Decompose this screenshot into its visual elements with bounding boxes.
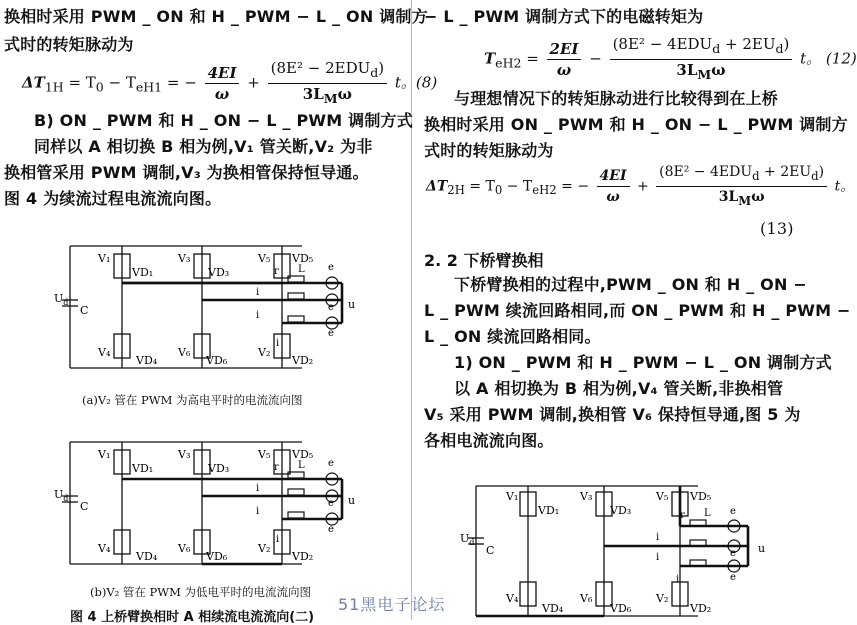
caption-b: (b)V₂ 管在 PWM 为低电平时的电流流向图 — [90, 585, 312, 599]
svg-text:i: i — [656, 552, 660, 563]
watermark-text: 51黑电子论坛 — [338, 595, 446, 614]
right-p2-line2: 换相时采用 ON _ PWM 和 H _ ON − L _ PWM 调制方 — [424, 115, 848, 134]
svg-text:r: r — [274, 266, 279, 277]
svg-text:VD₅: VD₅ — [690, 490, 712, 503]
svg-text:r: r — [680, 510, 685, 521]
svg-text:e: e — [730, 572, 736, 583]
svg-text:r: r — [274, 462, 279, 473]
svg-text:V₅: V₅ — [656, 490, 669, 503]
svg-text:V₆: V₆ — [580, 592, 593, 605]
svg-text:VD₃: VD₃ — [610, 504, 632, 517]
svg-text:L: L — [298, 460, 305, 471]
svg-text:u: u — [348, 494, 356, 507]
svg-text:i: i — [656, 532, 660, 543]
svg-text:e: e — [730, 548, 736, 559]
caption-a: (a)V₂ 管在 PWM 为高电平时的电流流向图 — [82, 393, 303, 407]
svg-text:u: u — [758, 542, 766, 555]
svg-text:VD₁: VD₁ — [132, 462, 154, 475]
svg-text:VD₆: VD₆ — [206, 550, 228, 563]
svg-text:e: e — [328, 328, 334, 339]
svg-text:V₃: V₃ — [178, 252, 191, 265]
left-heading-b: B) ON _ PWM 和 H _ ON − L _ PWM 调制方式 — [34, 111, 413, 130]
svg-text:V₄: V₄ — [98, 346, 111, 359]
svg-text:V₄: V₄ — [98, 542, 111, 555]
svg-text:C: C — [486, 544, 495, 557]
svg-text:Ud: $U_d$ — [460, 532, 475, 547]
left-p2-line1: 同样以 A 相切换 B 相为例,V₁ 管关断,V₂ 为非 — [34, 137, 373, 156]
section-heading-2-2: 2. 2 下桥臂换相 — [424, 251, 544, 270]
svg-text:V₂: V₂ — [656, 592, 669, 605]
svg-text:V₃: V₃ — [580, 490, 593, 503]
svg-text:i: i — [676, 574, 680, 585]
svg-text:u: u — [348, 298, 356, 311]
svg-text:i: i — [256, 287, 260, 298]
svg-text:V₆: V₆ — [178, 542, 191, 555]
svg-text:e: e — [328, 458, 334, 469]
svg-text:VD₅: VD₅ — [292, 448, 314, 461]
svg-text:VD₂: VD₂ — [292, 550, 314, 563]
svg-text:VD₂: VD₂ — [690, 602, 712, 615]
svg-text:i: i — [256, 310, 260, 321]
svg-text:V₂: V₂ — [258, 542, 271, 555]
svg-text:V₆: V₆ — [178, 346, 191, 359]
svg-text:Ud: $U_d$ — [54, 292, 69, 307]
right-p4-line2: V₅ 采用 PWM 调制,换相管 V₆ 保持恒导通,图 5 为 — [424, 405, 801, 424]
svg-text:VD₄: VD₄ — [136, 550, 158, 563]
equation-13: $\Delta T_{2H} = T_0 - T_{eH2}$ = − $\frac{4EI}{\omega}$ + $\frac{(8E^2 - 4EDU_d + 2EU_d)}{3L_M\omega}$ t。 — [426, 164, 855, 208]
svg-text:VD₆: VD₆ — [206, 354, 228, 367]
svg-text:L: L — [298, 264, 305, 275]
svg-text:C: C — [80, 500, 89, 513]
svg-text:V₅: V₅ — [258, 252, 271, 265]
svg-text:e: e — [328, 524, 334, 535]
figure-4-label: 图 4 上桥臂换相时 A 相续流电流流向(二) — [70, 610, 315, 625]
svg-text:i: i — [276, 534, 280, 545]
right-p3-line2: L _ PWM 续流回路相同,而 ON _ PWM 和 H _ PWM − — [424, 301, 851, 320]
right-heading-1: 1) ON _ PWM 和 H _ PWM − L _ ON 调制方式 — [454, 353, 832, 372]
svg-text:VD₆: VD₆ — [610, 602, 632, 615]
svg-text:e: e — [730, 506, 736, 517]
svg-text:i: i — [276, 338, 280, 349]
right-p4-line1: 以 A 相切换为 B 相为例,V₄ 管关断,非换相管 — [454, 379, 784, 398]
svg-text:i: i — [256, 506, 260, 517]
svg-text:i: i — [256, 483, 260, 494]
right-p2-line1: 与理想情况下的转矩脉动进行比较得到在上桥 — [454, 89, 779, 108]
svg-text:VD₅: VD₅ — [292, 252, 314, 265]
equation-13-number: (13) — [760, 219, 794, 238]
right-p1-line1: − L _ PWM 调制方式下的电磁转矩为 — [424, 7, 704, 26]
svg-text:VD₁: VD₁ — [538, 504, 560, 517]
circuit-diagram-b — [52, 424, 412, 574]
svg-text:C: C — [80, 304, 89, 317]
left-p2-line2: 换相管采用 PWM 调制,V₃ 为换相管保持恒导通。 — [4, 163, 369, 182]
equation-12: $T_{eH2}$ = $\frac{2EI}{\omega}$ − $\frac{(8E^2 - 4EDU_d + 2EU_d)}{3L_M\omega}$ t。 (12) — [484, 35, 857, 82]
svg-text:VD₁: VD₁ — [132, 266, 154, 279]
right-p2-line3: 式时的转矩脉动为 — [424, 141, 554, 160]
svg-text:L: L — [704, 508, 711, 519]
svg-text:e: e — [328, 262, 334, 273]
left-p1-line2: 式时的转矩脉动为 — [4, 35, 134, 54]
right-p3-line3: L _ ON 续流回路相同。 — [424, 327, 601, 346]
svg-text:V₅: V₅ — [258, 448, 271, 461]
svg-text:VD₄: VD₄ — [136, 354, 158, 367]
svg-text:e: e — [328, 302, 334, 313]
svg-text:V₂: V₂ — [258, 346, 271, 359]
svg-text:V₁: V₁ — [506, 490, 519, 503]
svg-text:VD₂: VD₂ — [292, 354, 314, 367]
svg-text:VD₃: VD₃ — [208, 462, 230, 475]
right-p3-line1: 下桥臂换相的过程中,PWM _ ON 和 H _ ON − — [454, 275, 807, 294]
left-p2-line3: 图 4 为续流过程电流流向图。 — [4, 189, 222, 208]
svg-text:e: e — [328, 498, 334, 509]
circuit-diagram-a — [52, 228, 412, 378]
circuit-diagram-fig5 — [458, 470, 808, 620]
svg-text:V₁: V₁ — [98, 252, 111, 265]
svg-text:V₁: V₁ — [98, 448, 111, 461]
svg-text:Ud: $U_d$ — [54, 488, 69, 503]
svg-text:VD₄: VD₄ — [542, 602, 564, 615]
left-p1-line1: 换相时采用 PWM _ ON 和 H _ PWM − L _ ON 调制方 — [4, 7, 428, 26]
svg-text:V₃: V₃ — [178, 448, 191, 461]
right-p4-line3: 各相电流流向图。 — [424, 431, 554, 450]
svg-text:V₄: V₄ — [506, 592, 519, 605]
equation-8: $\Delta T_{1H} = T_0 - T_{eH1}$ = − $\frac{4EI}{\omega}$ + $\frac{(8E^2 - 2EDU_d)}{3L_M\omega}$ t。(8) — [22, 59, 438, 106]
svg-text:VD₃: VD₃ — [208, 266, 230, 279]
